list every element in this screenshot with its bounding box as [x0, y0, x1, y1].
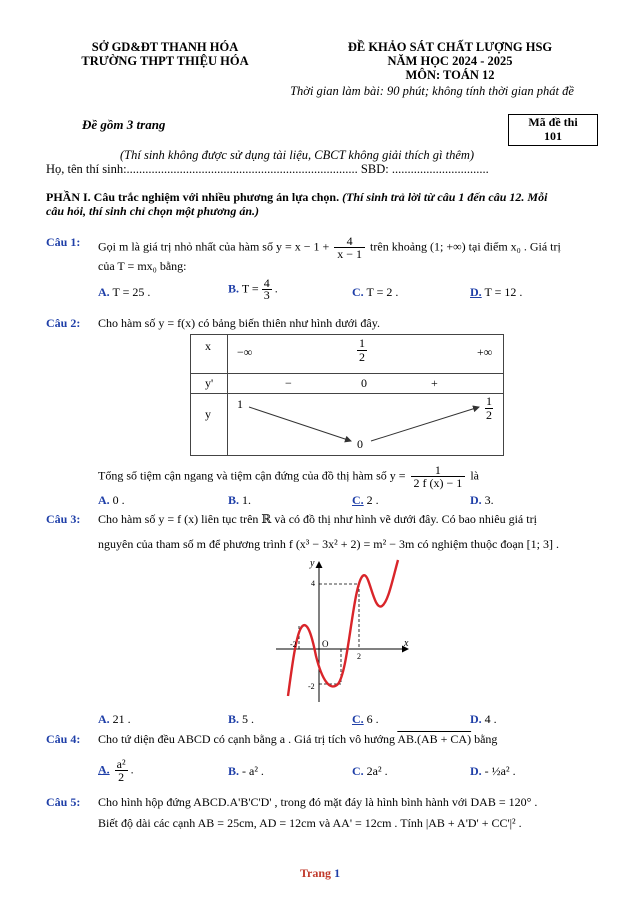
footer-page-number: 1	[334, 866, 341, 880]
q2-text2	[98, 464, 479, 489]
q4-option-c[interactable]	[352, 764, 388, 779]
exam-code-label: Mã đề thi	[528, 115, 578, 129]
part1-note: (Thí sinh trả lời từ câu 1 đến câu 12. Mỗi	[342, 190, 548, 204]
school-year: NĂM HỌC 2024 - 2025	[387, 54, 513, 68]
vt-yp-right: +	[431, 376, 438, 390]
footer-page-word: Trang	[299, 866, 332, 880]
vt-x-right: +∞	[477, 345, 493, 359]
q2-text: Cho hàm số y = f(x) có bảng biến thiên như hình dưới đây.	[98, 316, 380, 330]
vt-y-mid: 0	[357, 437, 363, 451]
q3-option-d[interactable]	[470, 712, 497, 727]
q1-option-c[interactable]	[352, 285, 398, 300]
vt-y-right-num: 1	[486, 394, 492, 408]
q2-text2-b: là	[470, 468, 479, 483]
q3-option-c-letter: C.	[352, 712, 364, 726]
vt-yp-label: y'	[205, 376, 214, 390]
school-name: TRƯỜNG THPT THIỆU HÓA	[81, 54, 249, 68]
vt-x-mid-den: 2	[359, 350, 365, 364]
tick-x2: 2	[357, 652, 361, 661]
time-note: Thời gian làm bài: 90 phút; không tính thời gian phát đề	[290, 84, 574, 98]
q4-option-b-letter: B.	[228, 764, 240, 778]
q4-option-a-fraction	[115, 758, 128, 783]
q3-graph	[270, 556, 420, 706]
part1-note2: câu hỏi, thí sinh chỉ chọn một phương án.)	[46, 204, 260, 218]
vt-arrows	[191, 335, 503, 455]
q2-option-a-letter: A.	[98, 493, 110, 507]
q1-fraction	[334, 235, 365, 260]
q3-option-c-text: 6 .	[366, 712, 379, 726]
q3-option-c[interactable]	[352, 712, 379, 727]
q5-line2: Biết độ dài các cạnh AB = 25cm, AD = 12cm và AA' = 12cm . Tính |AB + A'D' + CC'|² .	[98, 816, 522, 830]
q2-option-d-text: 3.	[484, 493, 494, 507]
q4-option-a-num: a²	[116, 757, 126, 771]
q2-fraction	[411, 464, 466, 489]
q3-option-b[interactable]	[228, 712, 254, 727]
vt-x-mid-num: 1	[359, 336, 365, 350]
q2-option-c[interactable]	[352, 493, 379, 508]
q4-option-a-letter: A.	[98, 762, 110, 777]
q1-option-b-num: 4	[263, 276, 270, 290]
vt-y-right-den: 2	[486, 408, 492, 422]
q3-option-a-letter: A.	[98, 712, 110, 726]
q1-text-b: trên khoảng (1; +∞) tại điểm x₀ . Giá trị	[370, 239, 561, 254]
vt-arrow-up	[371, 407, 479, 441]
q4-label: Câu 4:	[46, 732, 81, 746]
q3-option-a-text: 21 .	[112, 712, 131, 726]
q2-option-b-text: 1.	[242, 493, 252, 507]
q1-option-b-den: 3	[263, 288, 270, 302]
q1-option-b-text: T =	[241, 281, 259, 296]
q2-frac-num: 1	[411, 464, 466, 477]
q2-option-d[interactable]	[470, 493, 494, 508]
q2-option-c-letter: C.	[352, 493, 364, 507]
q2-option-a-text: 0 .	[112, 493, 125, 507]
exam-code-value: 101	[544, 129, 562, 143]
q3-option-b-letter: B.	[228, 712, 240, 726]
q1-option-d[interactable]	[470, 285, 522, 300]
q3-label: Câu 3:	[46, 512, 81, 526]
q1-option-b[interactable]: B. T = $\frac{4}{3}$ .	[228, 276, 278, 302]
q2-option-d-letter: D.	[470, 493, 482, 507]
q2-option-b[interactable]	[228, 493, 251, 508]
q2-text2-a: Tổng số tiệm cận ngang và tiệm cận đứng của đồ thị hàm số y =	[98, 468, 406, 483]
q1-option-c-text: T = 2 .	[366, 285, 399, 299]
q4-text-b: bằng	[474, 732, 498, 746]
q2-label: Câu 2:	[46, 316, 81, 330]
tick-ym2: -2	[308, 682, 315, 691]
q1-option-a[interactable]	[98, 285, 150, 300]
vt-x-left: −∞	[237, 345, 253, 359]
q1-frac-den: x − 1	[337, 247, 363, 261]
q1-option-a-letter: A.	[98, 285, 110, 299]
q4-option-d-text: - ½a² .	[484, 764, 516, 778]
vt-yp-mid: 0	[361, 376, 367, 390]
q1-line2: của T = mx₀ bằng:	[98, 259, 187, 273]
q4-option-c-letter: C.	[352, 764, 364, 778]
q1-label: Câu 1:	[46, 235, 81, 249]
part1-heading	[46, 190, 606, 218]
q4-text	[98, 732, 497, 747]
origin-label: O	[322, 639, 329, 649]
q3-option-a[interactable]	[98, 712, 131, 727]
q1-option-c-letter: C.	[352, 285, 364, 299]
q5-label: Câu 5:	[46, 795, 81, 809]
q1-option-d-letter: D.	[470, 285, 482, 299]
vt-x-label: x	[205, 339, 211, 353]
q3-line1: Cho hàm số y = f (x) liên tục trên ℝ và có đồ thị như hình vẽ dưới đây. Có bao nhiêu giá trị	[98, 512, 537, 526]
exam-title: ĐỀ KHẢO SÁT CHẤT LƯỢNG HSG	[347, 40, 553, 54]
vt-y-left: 1	[237, 397, 243, 411]
rules-note: (Thí sinh không được sử dụng tài liệu, CBCT không giải thích gì thêm)	[120, 148, 475, 162]
q1-option-d-text: T = 12 .	[484, 285, 523, 299]
q2-frac-den: 2 f (x) − 1	[413, 476, 463, 490]
q4-option-a[interactable]: A. $\frac{\text{a²}}{2}$ .	[98, 757, 134, 784]
q3-option-d-text: 4 .	[484, 712, 497, 726]
subject: MÔN: TOÁN 12	[405, 68, 495, 82]
x-axis-label: x	[404, 638, 409, 649]
q1-text-a: Gọi m là giá trị nhỏ nhất của hàm số y = x − 1 +	[98, 239, 330, 254]
candidate-name-line: Họ, tên thí sinh:.......................................................................... SBD: ...............................	[46, 162, 489, 176]
q3-option-b-text: 5 .	[242, 712, 255, 726]
q1-option-a-text: T = 25 .	[112, 285, 151, 299]
q4-text-a: Cho tứ diện đều ABCD có cạnh bằng a . Giá trị tích vô hướng	[98, 732, 395, 746]
page-footer	[0, 866, 640, 881]
q4-option-a-den: 2	[118, 770, 125, 784]
vt-arrow-down	[249, 407, 351, 441]
exam-code-box	[508, 114, 598, 146]
q5-line1: Cho hình hộp đứng ABCD.A'B'C'D' , trong đó mặt đáy là hình bình hành với DAB = 120° .	[98, 795, 538, 809]
q2-option-a[interactable]	[98, 493, 125, 508]
function-curve	[288, 560, 398, 696]
tick-y4: 4	[311, 579, 315, 588]
q1-frac-num: 4	[334, 235, 365, 248]
variation-table	[190, 334, 504, 456]
q3-option-d-letter: D.	[470, 712, 482, 726]
q3-line2: nguyên của tham số m để phương trình f (x³ − 3x² + 2) = m² − 3m có nghiệm thuộc đoạn [1; 3] .	[98, 537, 559, 551]
vt-yp-left: −	[285, 376, 292, 390]
q4-option-b[interactable]	[228, 764, 264, 779]
q4-option-c-text: 2a² .	[366, 764, 388, 778]
tick-xm2: -2	[290, 640, 297, 649]
q4-option-d-letter: D.	[470, 764, 482, 778]
q1-text	[98, 235, 561, 260]
q2-option-b-letter: B.	[228, 493, 240, 507]
department-name: SỞ GD&ĐT THANH HÓA	[91, 40, 239, 54]
q4-option-d[interactable]	[470, 764, 516, 779]
part1-title: PHẦN I. Câu trắc nghiệm với nhiều phương án lựa chọn.	[46, 190, 340, 204]
q4-expr: AB.(AB + CA)	[397, 732, 472, 746]
q4-option-b-text: - a² .	[242, 764, 264, 778]
q1-option-b-fraction	[262, 278, 272, 301]
q2-option-c-text: 2 .	[366, 493, 379, 507]
pages-note: Đề gồm 3 trang	[82, 117, 166, 132]
q1-option-b-letter: B.	[228, 281, 240, 296]
vt-y-label: y	[205, 407, 211, 421]
y-axis-label: y	[310, 558, 315, 569]
